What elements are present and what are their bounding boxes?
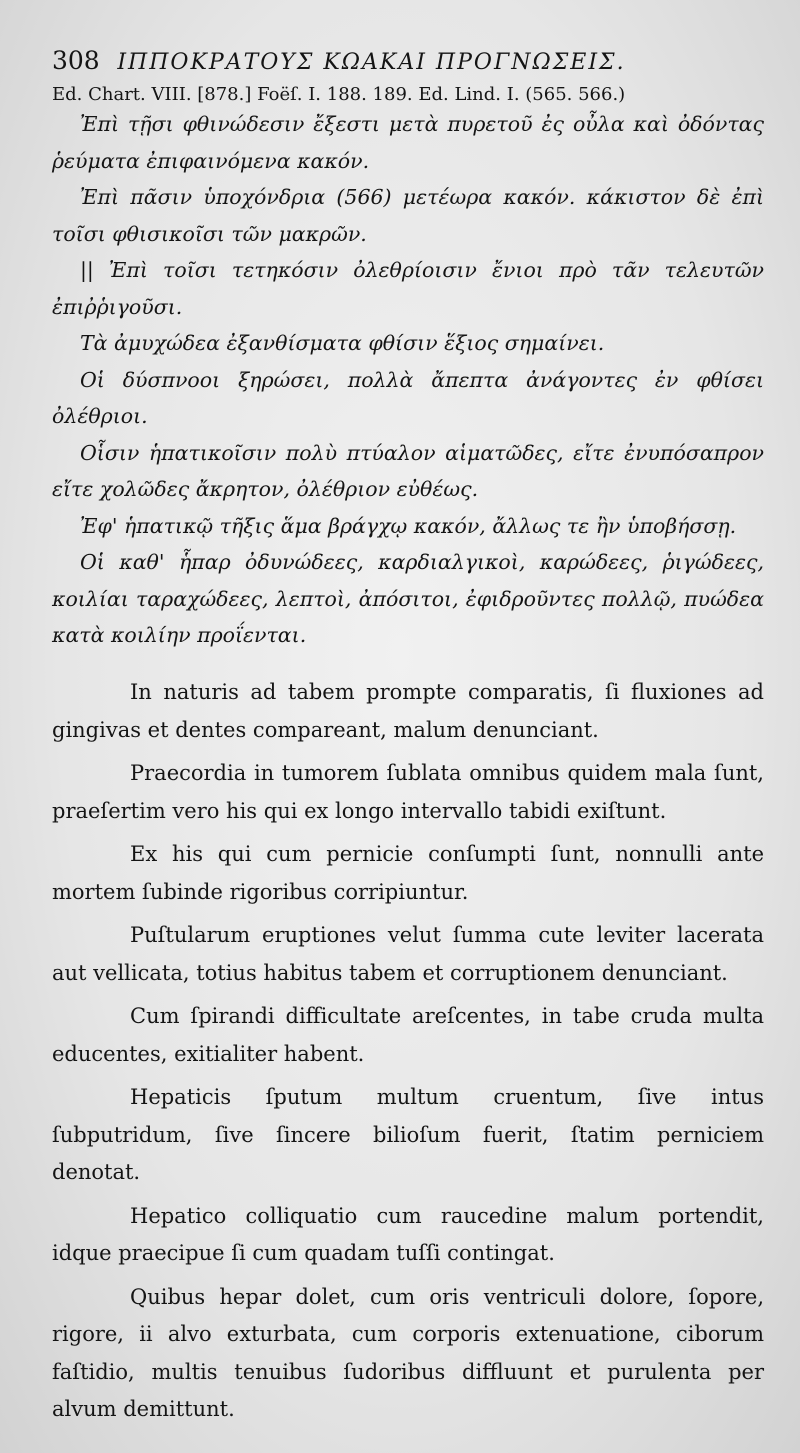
latin-paragraph: Ex his qui cum pernicie conſumpti ſunt, nonnulli ante mortem ſubinde rigoribus corripiuntur. [52, 842, 764, 904]
latin-paragraph: Praecordia in tumorem ſublata omnibus quidem mala ſunt, praeſertim vero his qui ex longo intervallo tabidi exiſtunt. [52, 761, 764, 823]
edition-reference: Ed. Chart. VIII. [878.] Foëſ. I. 188. 189. Ed. Lind. I. (565. 566.) [52, 84, 626, 105]
greek-paragraph: Ἐφ' ἡπατικῷ τῆξις ἅμα βράγχῳ κακόν, ἄλλως τε ἢν ὑποβήσσῃ. [80, 513, 737, 538]
page-number: 308 [52, 46, 100, 75]
latin-translation [52, 674, 764, 1435]
latin-paragraph: Quibus hepar dolet, cum oris ventriculi dolore, ſopore, rigore, ii alvo exturbata, cum corporis extenuatione, ciborum faſtidio, multis tenuibus ſudoribus diffluunt et purulenta per alvum demittunt. [52, 1284, 764, 1421]
greek-paragraph: Οἱ καθ' ἧπαρ ὀδυνώδεες, καρδιαλγικοὶ, καρώδεες, ῥιγώδεες, κοιλίαι ταραχώδεες, λεπτοὶ, ἀπόσιτοι, ἐφιδροῦντες πολλῷ, πυώδεα κατὰ κοιλίην προΐενται. [52, 550, 764, 647]
greek-text [52, 106, 764, 654]
latin-paragraph: Hepaticis ſputum multum cruentum, ſive intus ſubputridum, ſive ſincere bilioſum fuerit, ſtatim perniciem denotat. [52, 1085, 764, 1184]
greek-paragraph: Οἷσιν ἡπατικοῖσιν πολὺ πτύαλον αἱματῶδες, εἴτε ἐνυπόσαπρον εἴτε χολῶδες ἄκρητον, ὀλέθριον εὐθέως. [52, 440, 764, 501]
running-header [52, 46, 764, 75]
latin-paragraph: Cum ſpirandi difficultate areſcentes, in tabe cruda multa educentes, exitialiter habent. [52, 1004, 764, 1066]
latin-paragraph: In naturis ad tabem prompte comparatis, ſi fluxiones ad gingivas et dentes compareant, malum denunciant. [52, 680, 764, 742]
latin-paragraph: Puſtularum eruptiones velut ſumma cute leviter lacerata aut vellicata, totius habitus tabem et corruptionem denunciant. [52, 923, 764, 985]
greek-paragraph: Οἱ δύσπνοοι ξηρώσει, πολλὰ ἄπεπτα ἀνάγοντες ἐν φθίσει ὀλέθριοι. [52, 367, 764, 428]
greek-paragraph: Ἐπὶ τῇσι φθινώδεσιν ἔξεστι μετὰ πυρετοῦ ἐς οὖλα καὶ ὀδόντας ῥεύματα ἐπιφαινόμενα κακόν. [52, 112, 764, 173]
greek-paragraph: Ἐπὶ πᾶσιν ὑποχόνδρια (566) μετέωρα κακόν. κάκιστον δὲ ἐπὶ τοῖσι φθισικοῖσι τῶν μακρῶν. [52, 185, 764, 246]
greek-paragraph: || Ἐπὶ τοῖσι τετηκόσιν ὀλεθρίοισιν ἔνιοι πρὸ τᾶν τελευτῶν ἐπιῤῥιγοῦσι. [52, 258, 764, 319]
greek-paragraph: Τὰ ἀμυχώδεα ἐξανθίσματα φθίσιν ἕξιος σημαίνει. [80, 331, 605, 355]
latin-paragraph: Hepatico colliquatio cum raucedine malum portendit, idque praecipue ſi cum quadam tuſſi contingat. [52, 1203, 764, 1265]
running-title: ΙΠΠΟΚΡΑΤΟΥΣ ΚΩΑΚΑΙ ΠΡΟΓΝΩΣΕΙΣ. [117, 50, 626, 75]
